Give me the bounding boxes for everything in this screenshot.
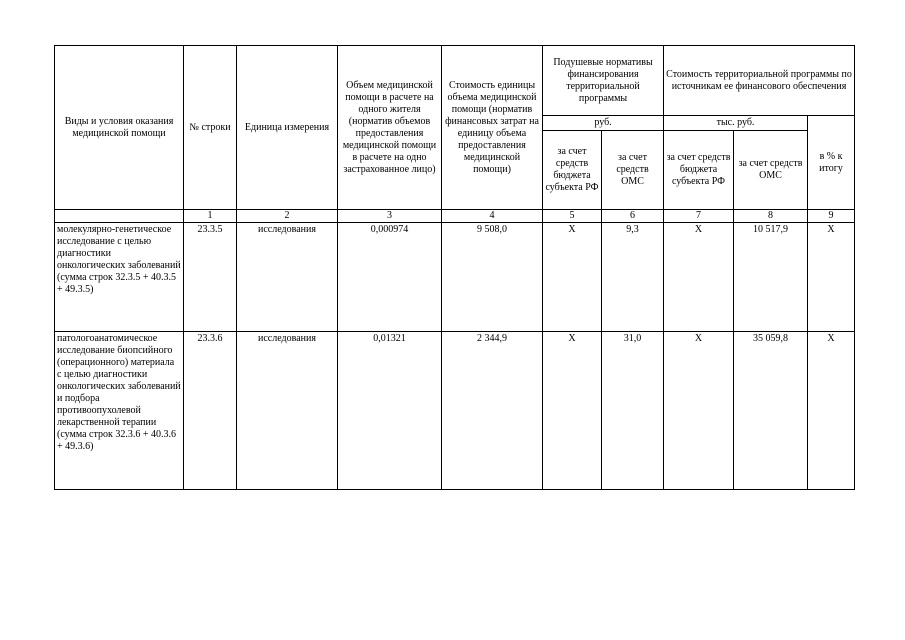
column-numbers-row — [55, 210, 855, 223]
header-per-capita: Подушевые нормативы финансирования территориальной программы — [543, 46, 664, 116]
row-oms-rub: 9,3 — [602, 223, 664, 332]
header-row-1 — [55, 46, 855, 116]
column-number: 5 — [543, 210, 602, 223]
header-oms-rub: за счет средств ОМС — [602, 131, 664, 210]
column-number: 6 — [602, 210, 664, 223]
row-budget-thous: Х — [664, 223, 734, 332]
row-name: молекулярно-генетическое исследование с целью диагностики онкологических заболеваний (сумма строк 32.3.5 + 40.3.5 + 49.3.5) — [55, 223, 184, 332]
header-percent: в % к итогу — [808, 116, 855, 210]
financing-table — [54, 45, 855, 490]
row-oms-thous: 35 059,8 — [734, 332, 808, 490]
table-row — [55, 223, 855, 332]
header-cost-program: Стоимость территориальной программы по источникам ее финансового обеспечения — [664, 46, 855, 116]
header-thous-rub: тыс. руб. — [664, 116, 808, 131]
header-rub: руб. — [543, 116, 664, 131]
row-oms-thous: 10 517,9 — [734, 223, 808, 332]
header-budget-rub: за счет средств бюджета субъекта РФ — [543, 131, 602, 210]
row-percent: Х — [808, 332, 855, 490]
row-oms-rub: 31,0 — [602, 332, 664, 490]
column-number: 2 — [237, 210, 338, 223]
row-budget-rub: Х — [543, 332, 602, 490]
header-unit: Единица измерения — [237, 46, 338, 210]
row-number: 23.3.6 — [184, 332, 237, 490]
table-row — [55, 332, 855, 490]
header-volume: Объем медицинской помощи в расчете на одного жителя (норматив объемов предоставления медицинской помощи в расчете на одно застрахованное лицо) — [338, 46, 442, 210]
row-budget-thous: Х — [664, 332, 734, 490]
header-oms-thous: за счет средств ОМС — [734, 131, 808, 210]
row-cost: 9 508,0 — [442, 223, 543, 332]
header-cost: Стоимость единицы объема медицинской помощи (норматив финансовых затрат на единицу объема предоставления медицинской помощи) — [442, 46, 543, 210]
column-number: 7 — [664, 210, 734, 223]
column-number: 9 — [808, 210, 855, 223]
row-volume: 0,000974 — [338, 223, 442, 332]
header-budget-thous: за счет средств бюджета субъекта РФ — [664, 131, 734, 210]
column-number: 1 — [184, 210, 237, 223]
row-volume: 0,01321 — [338, 332, 442, 490]
column-number-empty — [55, 210, 184, 223]
row-name: патологоанатомическое исследование биопсийного (операционного) материала с целью диагностики онкологических заболеваний и подбора противоопухолевой лекарственной терапии (сумма строк 32.3.6 + 40.3.6 + 49.3.6) — [55, 332, 184, 490]
column-number: 8 — [734, 210, 808, 223]
row-number: 23.3.5 — [184, 223, 237, 332]
row-percent: Х — [808, 223, 855, 332]
header-row-no: № строки — [184, 46, 237, 210]
column-number: 4 — [442, 210, 543, 223]
row-cost: 2 344,9 — [442, 332, 543, 490]
row-budget-rub: Х — [543, 223, 602, 332]
column-number: 3 — [338, 210, 442, 223]
header-types: Виды и условия оказания медицинской помощи — [55, 46, 184, 210]
row-unit: исследования — [237, 332, 338, 490]
row-unit: исследования — [237, 223, 338, 332]
